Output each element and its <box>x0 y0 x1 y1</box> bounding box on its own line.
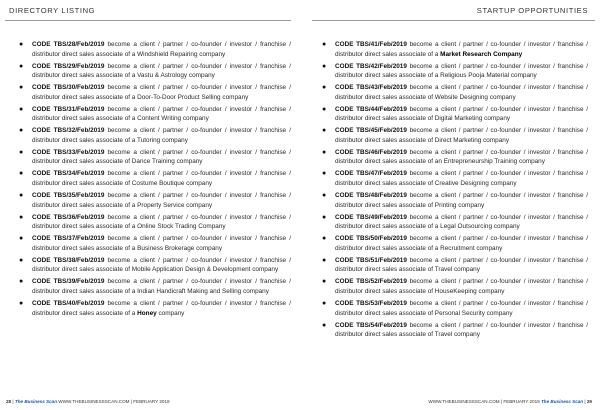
listing-entry <box>19 62 291 81</box>
listing-entry <box>322 321 588 340</box>
brand-logo-left: The Business Scan <box>14 399 58 404</box>
listing-entry <box>322 213 588 232</box>
listing-text: become a client / partner / co-founder / investor / franchise / distributor direct sales associate of Personal Security company <box>335 299 588 317</box>
listing-text: become a client / partner / co-founder / investor / franchise / distributor direct sales associate of a Religious Pooja Material company <box>335 62 588 80</box>
listing-code: CODE TBS/42/Feb/2019 <box>335 62 407 70</box>
listing-column-right <box>322 40 588 342</box>
listing-emphasis: Honey <box>137 309 157 317</box>
listing-entry <box>322 169 588 188</box>
listing-entry <box>19 105 291 124</box>
footer-right: WWW.THEBUSINESSSCAN.COM | FEBRUARY 2019 The Business Scan | 29 <box>428 399 592 404</box>
listing-entry <box>19 148 291 167</box>
listing-code: CODE TBS/33/Feb/2019 <box>32 148 105 156</box>
listing-text: become a client / partner / co-founder / investor / franchise / distributor direct sales associate of Travel company <box>335 256 588 274</box>
listing-code: CODE TBS/44/Feb/2019 <box>335 105 407 113</box>
listing-column-left <box>19 40 291 321</box>
listing-code: CODE TBS/49/Feb/2019 <box>335 213 407 221</box>
listing-code: CODE TBS/30/Feb/2019 <box>32 84 105 92</box>
listing-entry <box>322 83 588 102</box>
page-number-right: 29 <box>586 399 592 404</box>
listing-code: CODE TBS/51/Feb/2019 <box>335 256 407 264</box>
listing-text: become a client / partner / co-founder / investor / franchise / distributor direct sales associate of Creative Designing company <box>335 170 588 188</box>
listing-text: become a client / partner / co-founder / investor / franchise / distributor direct sales associate of a <box>32 299 291 317</box>
listing-entry <box>322 148 588 167</box>
listing-entry <box>19 277 291 296</box>
listing-text: become a client / partner / co-founder / investor / franchise / distributor direct sales associate of Digital Marketing company <box>335 105 588 123</box>
footer-text-right: WWW.THEBUSINESSSCAN.COM | FEBRUARY 2019 <box>428 399 540 404</box>
listing-text: become a client / partner / co-founder / investor / franchise / distributor direct sales associate of a Business Brokerage company <box>32 235 291 252</box>
bullet-icon: ● <box>322 321 327 329</box>
listing-entry <box>19 169 291 188</box>
page-footer <box>0 396 600 410</box>
listing-text: become a client / partner / co-founder / investor / franchise / distributor direct sales associate of a Vastu & Astrology company <box>32 62 291 80</box>
header-rule-left <box>5 20 291 21</box>
listing-entry <box>19 299 291 318</box>
bullet-icon: ● <box>322 170 327 178</box>
listing-entry <box>19 83 291 102</box>
listing-entry <box>322 105 588 124</box>
listing-code: CODE TBS/53/Feb/2019 <box>335 299 407 307</box>
bullet-icon: ● <box>19 41 24 48</box>
listing-code: CODE TBS/39/Feb/2019 <box>32 278 105 286</box>
page-header <box>0 0 600 24</box>
listing-emphasis: Market Research Company <box>440 50 523 58</box>
listing-entry <box>19 213 291 232</box>
listing-entry <box>322 299 588 318</box>
bullet-icon: ● <box>19 192 24 200</box>
bullet-icon: ● <box>19 278 24 286</box>
listing-code: CODE TBS/41/Feb/2019 <box>335 41 407 48</box>
listing-text: become a client / partner / co-founder / investor / franchise / distributor direct sales associate of a <box>335 41 588 58</box>
listing-code: CODE TBS/29/Feb/2019 <box>32 62 105 70</box>
bullet-icon: ● <box>322 105 327 113</box>
listing-code: CODE TBS/34/Feb/2019 <box>32 170 105 178</box>
header-rule-right <box>312 20 595 21</box>
bullet-icon: ● <box>322 148 327 156</box>
listing-code: CODE TBS/45/Feb/2019 <box>335 127 407 135</box>
listing-text: become a client / partner / co-founder / investor / franchise / distributor direct sales associate of a Door-To-Door Product Selling company <box>32 84 291 101</box>
listing-text: become a client / partner / co-founder / investor / franchise / distributor direct sales associate of Dance Training company <box>32 148 291 166</box>
listing-code: CODE TBS/54/Feb/2019 <box>335 321 407 329</box>
listing-entry <box>322 256 588 275</box>
listing-entry <box>322 191 588 210</box>
section-title-right: STARTUP OPPORTUNITIES <box>476 6 588 15</box>
listing-text: become a client / partner / co-founder / investor / franchise / distributor direct sales associate of a Property Service company <box>32 192 291 209</box>
listing-code: CODE TBS/35/Feb/2019 <box>32 192 105 200</box>
section-title-left: DIRECTORY LISTING <box>9 6 96 15</box>
listing-code: CODE TBS/47/Feb/2019 <box>335 170 407 178</box>
listing-text: become a client / partner / co-founder / investor / franchise / distributor direct sales associate of a Tutoring company <box>32 127 291 144</box>
bullet-icon: ● <box>19 105 24 113</box>
footer-text-left: WWW.THEBUSINESSSCAN.COM | FEBRUARY 2019 <box>58 399 170 404</box>
listing-text: become a client / partner / co-founder / investor / franchise / distributor direct sales associate of a Windshield Repairing company <box>32 41 291 58</box>
bullet-icon: ● <box>19 213 24 221</box>
listing-code: CODE TBS/31/Feb/2019 <box>32 105 105 113</box>
listing-text: become a client / partner / co-founder / investor / franchise / distributor direct sales associate of a Legal Outsourcing company <box>335 213 588 231</box>
bullet-icon: ● <box>322 299 327 307</box>
bullet-icon: ● <box>322 278 327 286</box>
bullet-icon: ● <box>322 41 327 48</box>
listing-code: CODE TBS/37/Feb/2019 <box>32 235 105 243</box>
listing-entry <box>322 126 588 145</box>
listing-code: CODE TBS/43/Feb/2019 <box>335 84 407 92</box>
listing-code: CODE TBS/52/Feb/2019 <box>335 278 407 286</box>
bullet-icon: ● <box>19 62 24 70</box>
listing-text: become a client / partner / co-founder / investor / franchise / distributor direct sales associate of a Content Writing company <box>32 105 291 123</box>
listing-code: CODE TBS/50/Feb/2019 <box>335 235 407 243</box>
listing-entry <box>19 234 291 253</box>
bullet-icon: ● <box>19 170 24 178</box>
listing-text-tail: company <box>156 309 185 317</box>
bullet-icon: ● <box>322 62 327 70</box>
listing-text: become a client / partner / co-founder / investor / franchise / distributor direct sales associate of a Online Stock Trading Company <box>32 213 291 231</box>
bullet-icon: ● <box>19 84 24 92</box>
brand-logo-right: The Business Scan <box>540 399 584 404</box>
listing-entry <box>19 256 291 275</box>
bullet-icon: ● <box>322 235 327 243</box>
listing-entry <box>19 126 291 145</box>
page-number-left: 28 <box>6 399 12 404</box>
listing-code: CODE TBS/46/Feb/2019 <box>335 148 407 156</box>
listing-text: become a client / partner / co-founder / investor / franchise / distributor direct sales associate of Mobile Application Design & Development company <box>32 256 291 274</box>
listing-text: become a client / partner / co-founder / investor / franchise / distributor direct sales associate of Printing company <box>335 192 588 209</box>
listing-entry <box>322 277 588 296</box>
listing-entry <box>322 62 588 81</box>
listing-code: CODE TBS/36/Feb/2019 <box>32 213 105 221</box>
bullet-icon: ● <box>19 148 24 156</box>
listing-code: CODE TBS/48/Feb/2019 <box>335 192 407 200</box>
bullet-icon: ● <box>322 84 327 92</box>
listing-text: become a client / partner / co-founder / investor / franchise / distributor direct sales associate of Website Designing company <box>335 84 588 101</box>
listing-entry <box>322 234 588 253</box>
listing-code: CODE TBS/32/Feb/2019 <box>32 127 105 135</box>
listing-entry <box>19 40 291 59</box>
bullet-icon: ● <box>19 256 24 264</box>
listing-text: become a client / partner / co-founder / investor / franchise / distributor direct sales associate of a Indian Handicraft Making and Selling company <box>32 278 291 295</box>
listing-text: become a client / partner / co-founder / investor / franchise / distributor direct sales associate of HouseKeeping company <box>335 278 588 295</box>
bullet-icon: ● <box>322 213 327 221</box>
listing-entry <box>322 40 588 59</box>
listing-code: CODE TBS/38/Feb/2019 <box>32 256 105 264</box>
bullet-icon: ● <box>322 127 327 135</box>
listing-code: CODE TBS/28/Feb/2019 <box>32 41 105 48</box>
footer-left: 28 | The Business Scan WWW.THEBUSINESSSCAN.COM | FEBRUARY 2019 <box>6 399 170 404</box>
listing-code: CODE TBS/40/Feb/2019 <box>32 299 105 307</box>
listing-text: become a client / partner / co-founder / investor / franchise / distributor direct sales associate of Direct Marketing company <box>335 127 588 144</box>
bullet-icon: ● <box>19 235 24 243</box>
listing-text: become a client / partner / co-founder / investor / franchise / distributor direct sales associate of a Recruitment company <box>335 235 588 252</box>
bullet-icon: ● <box>19 299 24 307</box>
listing-text: become a client / partner / co-founder / investor / franchise / distributor direct sales associate of Travel company <box>335 321 588 339</box>
bullet-icon: ● <box>322 192 327 200</box>
bullet-icon: ● <box>19 127 24 135</box>
listing-text: become a client / partner / co-founder / investor / franchise / distributor direct sales associate of Costume Boutique company <box>32 170 291 188</box>
listing-text: become a client / partner / co-founder / investor / franchise / distributor direct sales associate of an Entrepreneurship Training company <box>335 148 588 166</box>
bullet-icon: ● <box>322 256 327 264</box>
listing-entry <box>19 191 291 210</box>
